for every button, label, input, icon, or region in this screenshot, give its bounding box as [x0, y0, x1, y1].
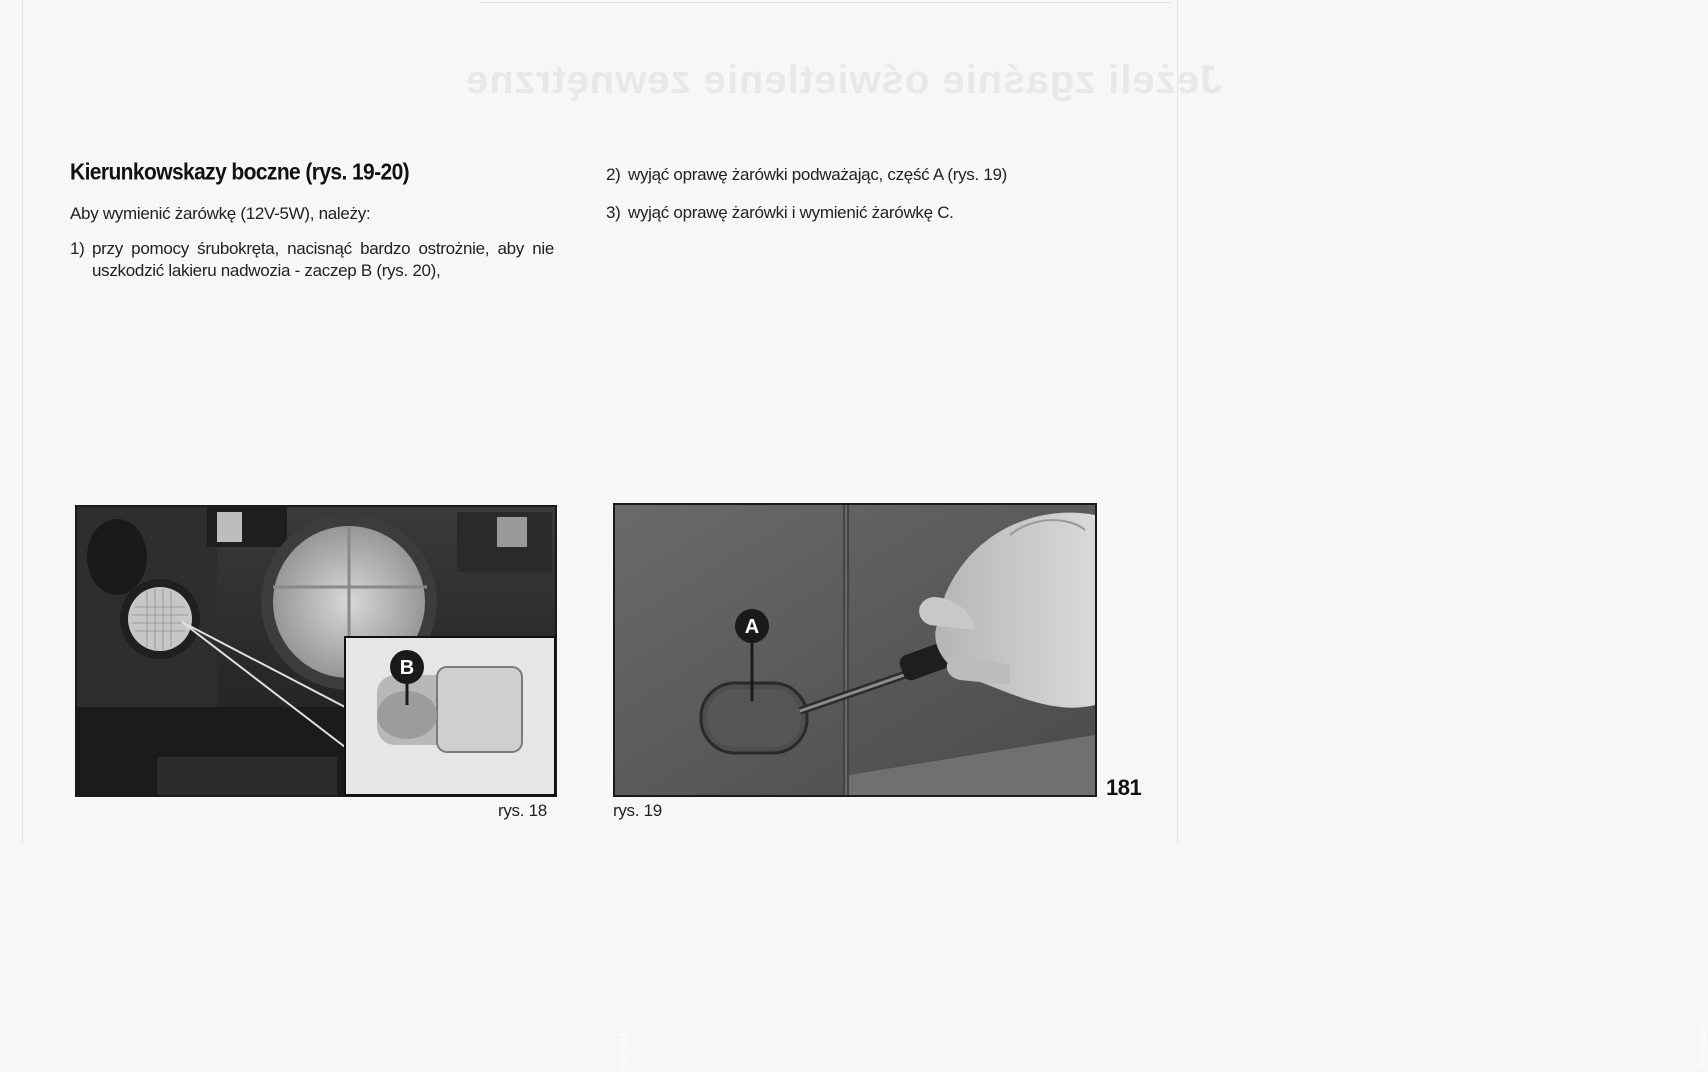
step-text: wyjąć oprawę żarówki i wymienić żarówkę C.	[628, 203, 954, 222]
figure-18-illustration	[77, 507, 555, 795]
left-column	[70, 160, 554, 292]
step-1	[70, 238, 554, 282]
figure-19-illustration	[615, 505, 1095, 795]
step-text: przy pomocy śrubokręta, nacisnąć bardzo ostrożnie, aby nie uszkodzić lakieru nadwozia - zaczep B (rys. 20),	[92, 239, 554, 280]
figure-19-callout-letter: A	[744, 616, 760, 638]
figure-19-code: P5P00479	[1698, 1021, 1708, 1068]
figure-19-caption: rys. 19	[613, 801, 662, 820]
step-number: 2)	[606, 165, 621, 184]
ghost-heading: Jeżeli zgaśnie oświetlenie zewnętrzne	[465, 58, 1223, 102]
section-title: Kierunkowskazy boczne (rys. 19-20)	[70, 160, 410, 185]
step-2	[606, 164, 1090, 186]
figure-18-code: P5P00417	[618, 1025, 628, 1072]
step-3	[606, 202, 1090, 224]
right-column	[606, 164, 1090, 240]
step-number: 1)	[70, 239, 85, 258]
step-text: wyjąć oprawę żarówki podważając, część A (rys. 19)	[628, 165, 1007, 184]
figure-18-callout-letter: B	[399, 657, 415, 679]
page-number: 181	[1106, 775, 1142, 800]
step-number: 3)	[606, 203, 621, 222]
figure-18-caption: rys. 18	[498, 801, 547, 820]
intro-text: Aby wymienić żarówkę (12V-5W), należy:	[70, 204, 371, 223]
top-rule	[480, 2, 1170, 3]
